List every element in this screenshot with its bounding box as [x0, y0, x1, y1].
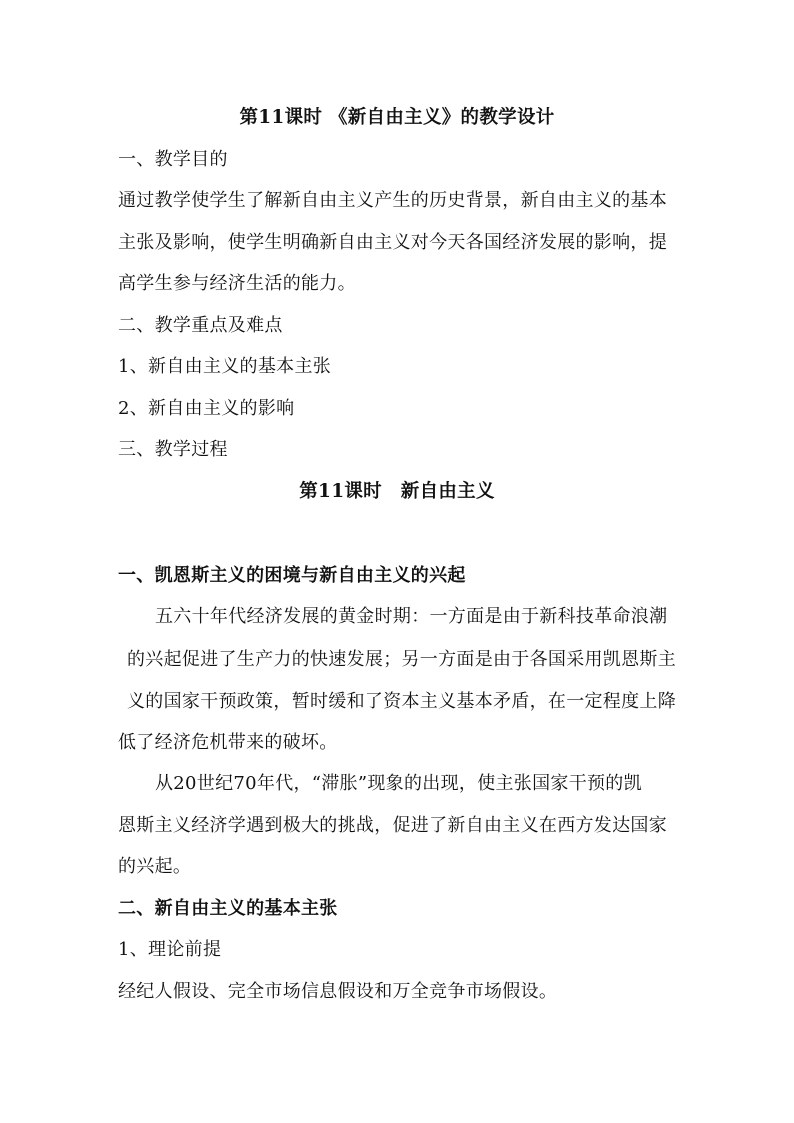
part1-paragraph2-line-3: 的兴起。	[118, 856, 192, 877]
part1-paragraph1-line-2: 的兴起促进了生产力的快速发展；另一方面是由于各国采用凯恩斯主	[127, 649, 676, 670]
key-point-item-1: 1、新自由主义的基本主张	[118, 356, 332, 377]
part2-heading: 二、新自由主义的基本主张	[118, 898, 338, 919]
lesson-title: 第11课时 新自由主义	[299, 481, 495, 502]
part1-paragraph1-line-3: 义的国家干预政策，暂时缓和了资本主义基本矛盾，在一定程度上降	[127, 691, 676, 712]
part2-subheading-1: 1、理论前提	[118, 939, 222, 960]
part1-paragraph1-line-1: 五六十年代经济发展的黄金时期：一方面是由于新科技革命浪潮	[155, 606, 668, 627]
section-heading-key-points: 二、教学重点及难点	[118, 315, 283, 336]
part1-paragraph2-line-2: 恩斯主义经济学遇到极大的挑战，促进了新自由主义在西方发达国家	[118, 815, 667, 836]
part1-paragraph2-line-1: 从20世纪70年代，“滞胀”现象的出现，使主张国家干预的凯	[155, 773, 642, 794]
section-heading-objectives: 一、教学目的	[118, 149, 228, 170]
section-heading-process: 三、教学过程	[118, 439, 228, 460]
objectives-line-1: 通过教学使学生了解新自由主义产生的历史背景，新自由主义的基本	[118, 190, 667, 211]
document-title: 第11课时 《新自由主义》的教学设计	[239, 107, 555, 128]
part2-subheading-1-body: 经纪人假设、完全市场信息假设和万全竞争市场假设。	[118, 981, 558, 1002]
part1-paragraph1-line-4: 低了经济危机带来的破坏。	[118, 732, 338, 753]
objectives-line-2: 主张及影响，使学生明确新自由主义对今天各国经济发展的影响，提	[118, 232, 667, 253]
objectives-line-3: 高学生参与经济生活的能力。	[118, 273, 356, 294]
part1-heading: 一、凯恩斯主义的困境与新自由主义的兴起	[118, 565, 466, 586]
key-point-item-2: 2、新自由主义的影响	[118, 398, 295, 419]
